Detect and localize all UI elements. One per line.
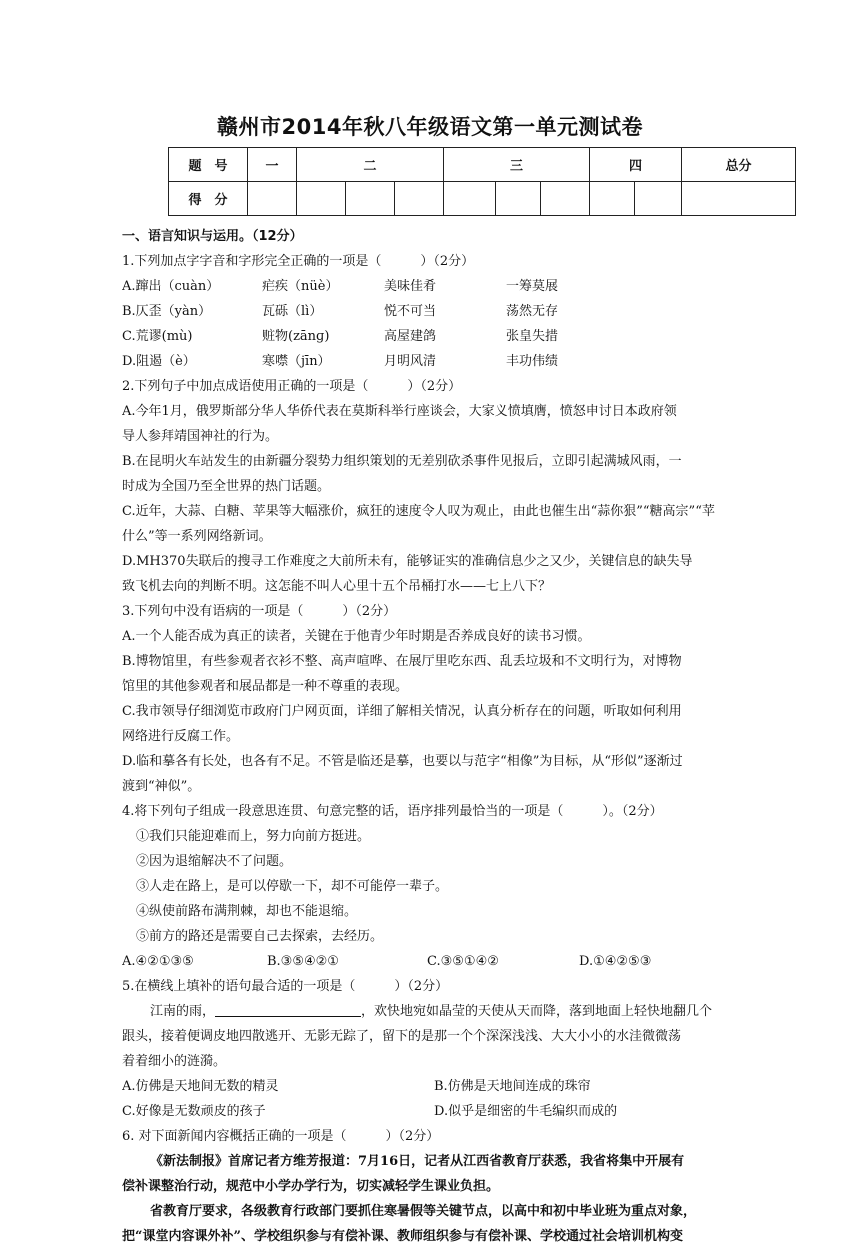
score-table-header-row — [169, 148, 796, 182]
option-cell: 高屋建鸽 — [384, 329, 437, 344]
question-1-stem: 1.下列加点字字音和字形完全正确的一项是（ ）（2分） — [122, 254, 475, 269]
option-d: D.①④②⑤③ — [579, 954, 652, 969]
question-5-option-row — [122, 1074, 780, 1099]
question-3-line: D.临和摹各有长处，也各有不足。不管是临还是摹，也要以与范字“相像”为目标，从“形似”逐渐过 — [122, 754, 683, 769]
question-3-line: A.一个人能否成为真正的读者，关键在于他青少年时期是否养成良好的读书习惯。 — [122, 629, 591, 644]
option-cell: B.仄歪（yàn） — [122, 304, 212, 319]
score-cell — [635, 182, 682, 216]
option-cell: 悦不可当 — [384, 304, 437, 319]
question-4-options — [122, 949, 780, 974]
score-cell — [395, 182, 444, 216]
question-2-line: A.今年1月，俄罗斯部分华人华侨代表在莫斯科举行座谈会，大家义愤填膺，愤怒申讨日本政府领 — [122, 404, 677, 419]
option-cell: 美味佳肴 — [384, 279, 437, 294]
option-cell: 张皇失措 — [506, 329, 559, 344]
option-cell: 一筹莫展 — [506, 279, 559, 294]
question-3-line: 网络进行反腐工作。 — [122, 729, 240, 744]
score-cell — [444, 182, 496, 216]
question-2-line: 导人参拜靖国神社的行为。 — [122, 429, 279, 444]
question-2-line: B.在昆明火车站发生的由新疆分裂势力组织策划的无差别砍杀事件见报后，立即引起满城风雨，一 — [122, 454, 682, 469]
question-5-stem: 5.在横线上填补的语句最合适的一项是（ ）（2分） — [122, 979, 449, 994]
exam-content — [122, 224, 780, 1249]
question-3-line: B.博物馆里，有些参观者衣衫不整、高声喧哗、在展厅里吃东西、乱丢垃圾和不文明行为，对博物 — [122, 654, 682, 669]
option-c: C.好像是无数顽皮的孩子 — [122, 1104, 266, 1119]
score-table-score-row — [169, 182, 796, 216]
question-2-line: C.近年，大蒜、白糖、苹果等大幅涨价，疯狂的速度令人叹为观止，由此也催生出“蒜你狠”“糖高宗”“苹 — [122, 504, 715, 519]
option-cell: 疟疾（nüè） — [262, 279, 339, 294]
question-5-option-row — [122, 1099, 780, 1124]
fill-blank — [215, 1002, 361, 1017]
passage-start: 江南的雨， — [150, 1004, 216, 1019]
option-cell: 瓦砾（lì） — [262, 304, 323, 319]
question-4-sentence: ③人走在路上，是可以停歇一下，却不可能停一辈子。 — [136, 879, 449, 894]
option-cell: 赃物(zānɡ) — [262, 329, 330, 344]
question-4-stem: 4.将下列句子组成一段意思连贯、句意完整的话，语序排列最恰当的一项是（ ）。（2分） — [122, 804, 663, 819]
question-1-option-row — [122, 349, 780, 374]
option-cell: A.蹿出（cuàn） — [122, 279, 220, 294]
option-cell: D.阻遏（è） — [122, 354, 196, 369]
score-cell — [346, 182, 395, 216]
question-3-line: 渡到“神似”。 — [122, 779, 201, 794]
option-d: D.似乎是细密的牛毛编织而成的 — [434, 1104, 618, 1119]
section-heading: 一、语言知识与运用。（12分） — [122, 229, 303, 244]
question-2-line: D.MH370失联后的搜寻工作难度之大前所未有，能够证实的准确信息少之又少，关键信息的缺失导 — [122, 554, 693, 569]
score-cell — [541, 182, 590, 216]
question-6-news-line: 把“课堂内容课外补”、学校组织参与有偿补课、教师组织参与有偿补课、学校通过社会培训机构变 — [122, 1229, 683, 1244]
option-a: A.仿佛是天地间无数的精灵 — [122, 1079, 279, 1094]
exam-title: 赣州市2014年秋八年级语文第一单元测试卷 — [217, 115, 643, 139]
question-3-line: C.我市领导仔细浏览市政府门户网页面，详细了解相关情况，认真分析存在的问题，听取如何利用 — [122, 704, 682, 719]
passage-rest: ，欢快地宛如晶莹的天使从天而降，落到地面上轻快地翻几个 — [361, 1004, 713, 1019]
question-4-sentence: ⑤前方的路还是需要自己去探索，去经历。 — [136, 929, 384, 944]
score-cell — [590, 182, 635, 216]
question-6-news-line: 《新法制报》首席记者方维芳报道：7月16日，记者从江西省教育厅获悉，我省将集中开展有 — [150, 1154, 685, 1169]
score-cell — [682, 182, 796, 216]
question-6-news-line: 省教育厅要求，各级教育行政部门要抓住寒暑假等关键节点，以高中和初中毕业班为重点对象， — [150, 1204, 697, 1219]
option-a: A.④②①③⑤ — [122, 954, 194, 969]
question-5-passage-line — [122, 999, 780, 1024]
header-total: 总分 — [682, 148, 796, 182]
option-cell: 丰功伟绩 — [506, 354, 559, 369]
question-1-option-row — [122, 274, 780, 299]
option-b: B.仿佛是天地间连成的珠帘 — [434, 1079, 591, 1094]
question-6-news-line: 偿补课整治行动，规范中小学办学行为，切实减轻学生课业负担。 — [122, 1179, 500, 1194]
question-2-line: 什么”等一系列网络新词。 — [122, 529, 272, 544]
question-6-stem: 6. 对下面新闻内容概括正确的一项是（ ）（2分） — [122, 1129, 440, 1144]
score-label: 得 分 — [169, 182, 248, 216]
question-1-option-row — [122, 299, 780, 324]
question-4-sentence: ①我们只能迎难而上，努力向前方挺进。 — [136, 829, 371, 844]
header-question-number: 题 号 — [169, 148, 248, 182]
question-3-stem: 3.下列句中没有语病的一项是（ ）（2分） — [122, 604, 397, 619]
question-2-line: 时成为全国乃至全世界的热门话题。 — [122, 479, 331, 494]
header-part-3: 三 — [444, 148, 590, 182]
option-cell: 荡然无存 — [506, 304, 559, 319]
question-5-passage-line: 着着细小的涟漪。 — [122, 1054, 227, 1069]
score-cell — [248, 182, 297, 216]
question-2-stem: 2.下列句子中加点成语使用正确的一项是（ ）（2分） — [122, 379, 462, 394]
question-3-line: 馆里的其他参观者和展品都是一种不尊重的表现。 — [122, 679, 409, 694]
option-cell: 寒噤（jīn） — [262, 354, 331, 369]
question-5-passage-line: 跟头，接着便调皮地四散逃开、无影无踪了，留下的是那一个个深深浅浅、大大小小的水洼微微荡 — [122, 1029, 682, 1044]
option-cell: C.荒谬(mù) — [122, 329, 193, 344]
option-cell: 月明风清 — [384, 354, 437, 369]
score-cell — [297, 182, 346, 216]
option-c: C.③⑤①④② — [427, 954, 499, 969]
score-cell — [495, 182, 540, 216]
header-part-4: 四 — [590, 148, 682, 182]
score-table — [168, 147, 796, 216]
option-b: B.③⑤④②① — [267, 954, 339, 969]
header-part-1: 一 — [248, 148, 297, 182]
question-2-line: 致飞机去向的判断不明。这怎能不叫人心里十五个吊桶打水——七上八下？ — [122, 579, 552, 594]
question-4-sentence: ②因为退缩解决不了问题。 — [136, 854, 293, 869]
question-4-sentence: ④纵使前路布满荆棘，却也不能退缩。 — [136, 904, 358, 919]
question-1-option-row — [122, 324, 780, 349]
header-part-2: 二 — [297, 148, 444, 182]
